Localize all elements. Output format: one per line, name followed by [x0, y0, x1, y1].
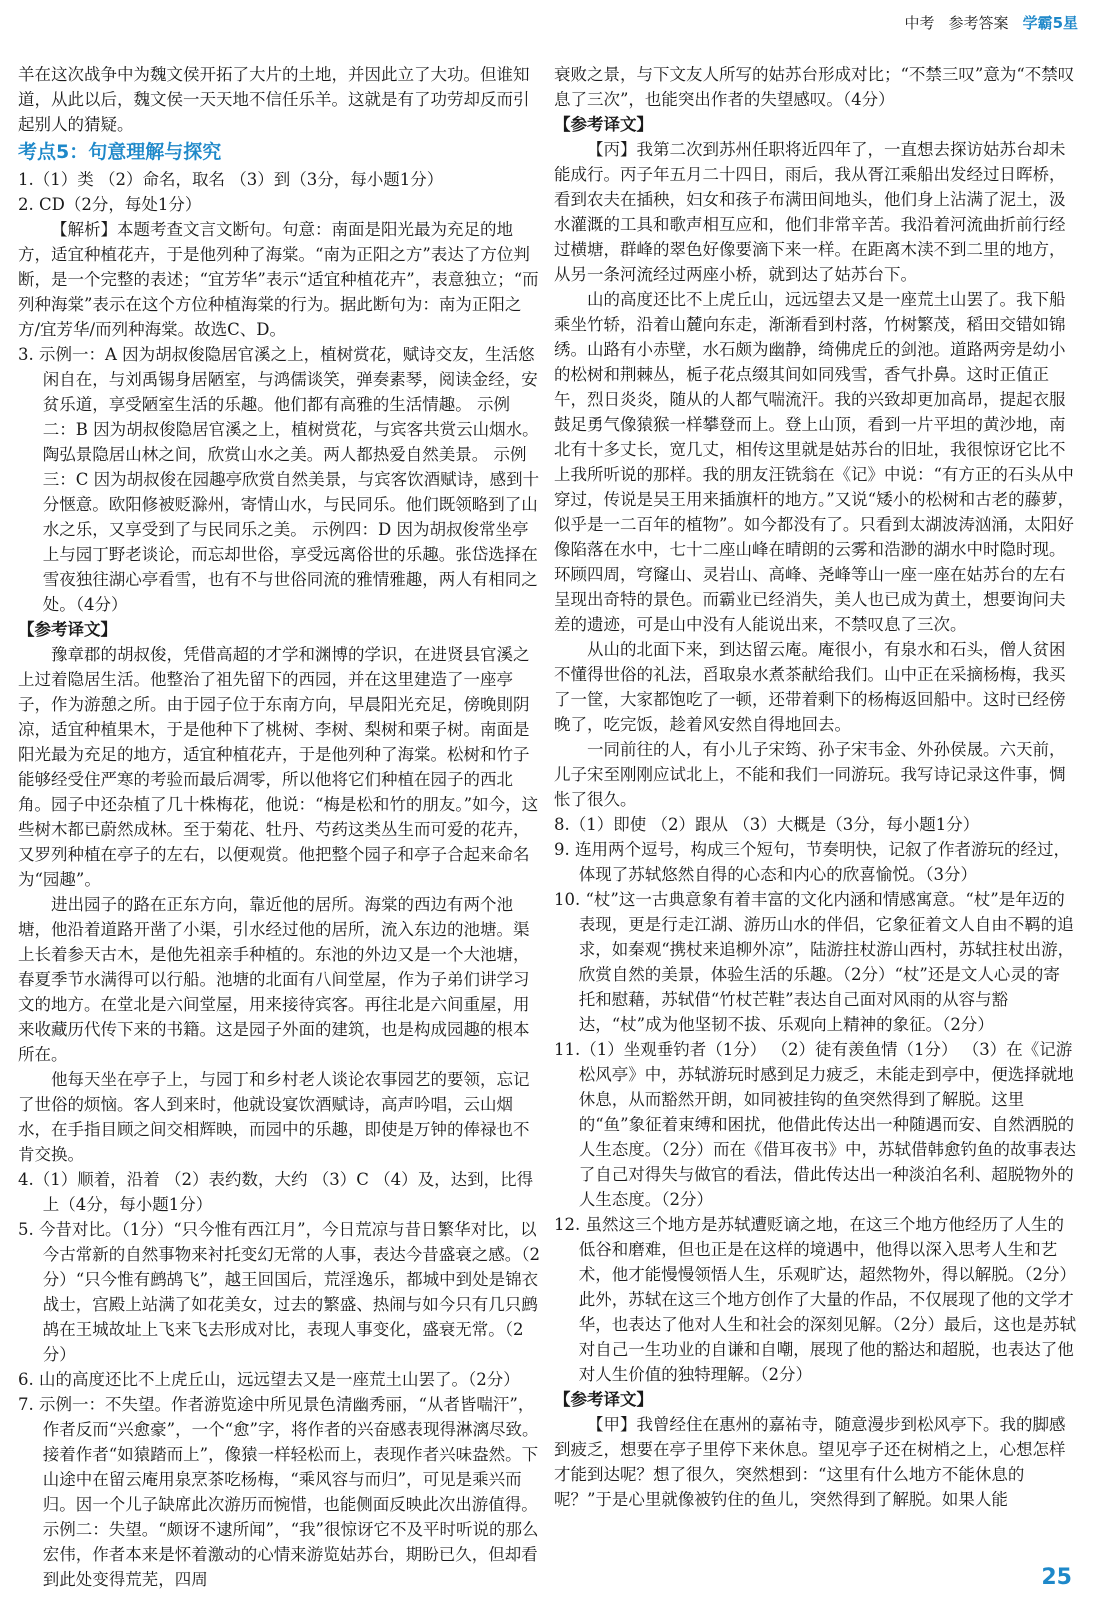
- reference-translation-label: 【参考译文】: [18, 620, 117, 639]
- right-carryover-paragraph: 衰败之景，与下文友人所写的姑苏台形成对比；“不禁三叹”意为“不禁叹息了三次”，也能突出作者的失望感叹。（4分）: [554, 65, 1075, 109]
- translation-paragraph: 一同前往的人，有小儿子宋筠、孙子宋韦金、外孙侯晟。六天前，儿子宋至刚刚应试北上，不能和我们一同游玩。我写诗记录这件事，惆怅了很久。: [554, 740, 1066, 809]
- answer-7: 7. 示例一：不失望。作者游览途中所见景色清幽秀丽，“从者皆喘汗”，作者反而“兴愈豪”，一个“愈”字，将作者的兴奋感表现得淋漓尽致。接着作者“如猿踏而上”，像猿一样轻松而上，表现作者兴味盎然。下山途中在留云庵用泉烹茶吃杨梅，“乘风容与而归”，可见是乘兴而归。因一个儿子缺席此次游历而惋惜，也能侧面反映此次出游值得。 示例二：失望。“颇讶不逮所闻”，“我”很惊讶它不及平时听说的那么宏伟，作者本来是怀着激动的心情来游览姑苏台，期盼已久，但却看到此处变得荒芜，四周: [18, 1395, 539, 1589]
- translation-paragraph: 山的高度还比不上虎丘山，远远望去又是一座荒土山罢了。我下船乘坐竹轿，沿着山麓向东走，渐渐看到村落，竹树繁茂，稻田交错如锦绣。山路有小赤壁，水石颇为幽静，绮佛虎丘的剑池。道路两旁是幼小的松树和荆棘丛，栀子花点缀其间如同残雪，香气扑鼻。这时正值正午，烈日炎炎，随从的人都气喘流汗。我的兴致却更加高昂，提起衣服鼓足勇气像猿猴一样攀登而上。登上山顶，看到一片平坦的黄沙地，南北有十多丈长，宽几丈，相传这里就是姑苏台的旧址，我很惊讶它比不上我所听说的那样。我的朋友汪铣翁在《记》中说：“有方正的石头从中穿过，传说是吴王用来插旗杆的地方。”又说“矮小的松树和古老的藤萝，似乎是一二百年的植物”。如今都没有了。只看到太湖波涛汹涌，太阳好像陷落在水中，七十二座山峰在晴朗的云雾和浩渺的湖水中时隐时现。环顾四周，穹窿山、灵岩山、高峰、尧峰等山一座一座在姑苏台的左右呈现出奇特的景色。而霸业已经消失，美人也已成为黄土，想要询问夫差的遗迹，可是山中没有人能说出来，不禁叹息了三次。: [554, 290, 1075, 634]
- header-section: 中考: [904, 13, 935, 32]
- answer-5: 5. 今昔对比。（1分）“只今惟有西江月”，今日荒凉与昔日繁华对比，以今古常新的自然事物来衬托变幻无常的人事，表达今昔盛衰之感。（2分）“只今惟有鹧鸪飞”，越王回国后，荒淫逸乐，都城中到处是锦衣战士，宫殿上站满了如花美女，过去的繁盛、热闹与如今只有几只鹧鸪在王城故址上飞来飞去形成对比，表现人事变化，盛衰无常。（2分）: [18, 1220, 540, 1364]
- answer-3: 3. 示例一：A 因为胡叔俊隐居官溪之上，植树赏花，赋诗交友，生活悠闲自在，与刘禹锡身居陋室，与鸿儒谈笑，弹奏素琴，阅读金经，安贫乐道，享受陋室生活的乐趣。他们都有高雅的生活情趣。 示例二：B 因为胡叔俊隐居官溪之上，植树赏花，与宾客共赏云山烟水。陶弘景隐居山林之间，欣赏山水之美。两人都热爱自然美景。 示例三：C 因为胡叔俊在园趣亭欣赏自然美景，与宾客饮酒赋诗，感到十分惬意。欧阳修被贬滁州，寄情山水，与民同乐。他们既领略到了山水之乐，又享受到了与民同乐之美。 示例四：D 因为胡叔俊常坐亭上与园丁野老谈论，而忘却世俗，享受远离俗世的乐趣。张岱选择在雪夜独往湖心亭看雪，也有不与世俗同流的雅情雅趣，两人有相同之处。（4分）: [18, 345, 540, 614]
- reference-translation-label: 【参考译文】: [554, 115, 653, 134]
- reference-translation-label: 【参考译文】: [554, 1390, 653, 1409]
- left-column: [18, 62, 540, 1589]
- answer-6: 6. 山的高度还比不上虎丘山，远远望去又是一座荒土山罢了。（2分）: [18, 1370, 520, 1389]
- page-number: 25: [1041, 1565, 1072, 1590]
- translation-paragraph: 从山的北面下来，到达留云庵。庵很小，有泉水和石头，僧人贫困不懂得世俗的礼法，舀取泉水煮茶献给我们。山中正在采摘杨梅，我买了一筐，大家都饱吃了一顿，还带着剩下的杨梅返回船中。这时已经傍晚了，吃完饭，趁着风安然自得地回去。: [554, 640, 1066, 734]
- translation-paragraph: 豫章郡的胡叔俊，凭借高超的才学和渊博的学识，在进贤县官溪之上过着隐居生活。他整治了祖先留下的西园，并在这里建造了一座亭子，作为游憩之所。由于园子位于东南方向，早晨阳光充足，傍晚則阴凉，适宜种植果木，于是他种下了桃树、李树、梨树和栗子树。南面是阳光最为充足的地方，适宜种植花卉，于是他列种了海棠。松树和竹子能够经受住严寒的考验而最后凋零，所以他将它们种植在园子的西北角。园子中还杂植了几十株梅花，他说：“梅是松和竹的朋友。”如今，这些树木都已蔚然成林。至于菊花、牡丹、芍药这类丛生而可爱的花卉，又罗列种植在亭子的左右，以便观赏。他把整个园子和亭子合起来命名为“园趣”。: [18, 645, 539, 889]
- answer-9: 9. 连用两个逗号，构成三个短句，节奏明快，记叙了作者游玩的经过，体现了苏轼悠然自得的心态和内心的欣喜愉悦。（3分）: [554, 840, 1070, 884]
- answer-2: 2. CD（2分，每处1分）: [18, 195, 202, 214]
- brand-logo: 学霸5星: [1022, 13, 1078, 32]
- answer-11: 11.（1）坐观垂钓者（1分） （2）徒有羡鱼情（1分） （3）在《记游松风亭》中，苏轼游玩时感到足力疲乏，未能走到亭中，便选择就地休息，从而豁然开朗，如同被挂钩的鱼突然得到了解脱。这里的“鱼”象征着束缚和困扰，他借此传达出一种随遇而安、自然洒脱的人生态度。（2分）而在《借耳夜书》中，苏轼借韩愈钓鱼的故事表达了自己对得失与做官的看法，借此传达出一种淡泊名利、超脱物外的人生态度。（2分）: [554, 1040, 1076, 1209]
- translation-paragraph: 进出园子的路在正东方向，靠近他的居所。海棠的西边有两个池塘，他沿着道路开凿了小渠，引水经过他的居所，流入东边的池塘。渠上长着参天古木，是他先祖亲手种植的。东池的外边又是一个大池塘，春夏季节水满得可以行船。池塘的北面有八间堂屋，作为子弟们讲学习文的地方。在堂北是六间堂屋，用来接待宾客。再往北是六间重屋，用来收藏历代传下来的书籍。这是园子外面的建筑，也是构成园趣的根本所在。: [18, 895, 530, 1064]
- page-header: [905, 6, 1078, 38]
- answer-10: 10. “杖”这一古典意象有着丰富的文化内涵和情感寓意。“杖”是年迈的表现，更是行走江湖、游历山水的伴侣，它象征着文人自由不羁的追求，如秦观“携杖来追柳外凉”，陆游拄杖游山西村，苏轼拄杖出游，欣赏自然的美景，体验生活的乐趣。（2分）“杖”还是文人心灵的寄托和慰藉，苏轼借“竹杖芒鞋”表达自己面对风雨的从容与豁达，“杖”成为他坚韧不拔、乐观向上精神的象征。（2分）: [554, 890, 1075, 1034]
- answer-8: 8.（1）即使 （2）跟从 （3）大概是（3分，每小题1分）: [554, 815, 980, 834]
- answer-2-analysis: 【解析】本题考查文言文断句。句意：南面是阳光最为充足的地方，适宜种植花卉，于是他列种了海棠。“南为正阳之方”表达了方位判断，是一个完整的表述；“宜芳华”表示“适宜种植花卉”，表意独立；“而列种海棠”表示在这个方位种植海棠的行为。据此断句为：南为正阳之方/宜芳华/而列种海棠。故选C、D。: [18, 220, 539, 339]
- translation-paragraph: 他每天坐在亭子上，与园丁和乡村老人谈论农事园艺的要领，忘记了世俗的烦恼。客人到来时，他就设宴饮酒赋诗，高声吟唱，云山烟水，在手指目顾之间交相辉映，而园中的乐趣，即使是万钟的俸禄也不肯交换。: [18, 1070, 530, 1164]
- answer-1: 1.（1）类 （2）命名，取名 （3）到（3分，每小题1分）: [18, 170, 444, 189]
- translation-paragraph: 【甲】我曾经住在惠州的嘉祐寺，随意漫步到松风亭下。我的脚感到疲乏，想要在亭子里停下来休息。望见亭子还在树梢之上，心想怎样才能到达呢？想了很久，突然想到：“这里有什么地方不能休息的呢？”于是心里就像被钓住的鱼儿，突然得到了解脱。如果人能: [554, 1415, 1066, 1509]
- answer-12: 12. 虽然这三个地方是苏轼遭贬谪之地，在这三个地方他经历了人生的低谷和磨难，但也正是在这样的境遇中，他得以深入思考人生和艺术，他才能慢慢领悟人生，乐观旷达，超然物外，得以解脱。（2分）此外，苏轼在这三个地方创作了大量的作品，不仅展现了他的文学才华，也表达了他对人生和社会的深刻见解。（2分）最后，这也是苏轼对自己一生功业的自谦和自嘲，展现了他的豁达和超脱，也表达了他对人生价值的独特理解。（2分）: [554, 1215, 1076, 1384]
- section-heading: 考点5：句意理解与探究: [18, 141, 222, 163]
- translation-paragraph: 【丙】我第二次到苏州任职将近四年了，一直想去探访姑苏台却未能成行。丙子年五月二十四日，雨后，我从胥江乘船出发经过日晖桥，看到农夫在插秧，妇女和孩子布满田间地头，他们身上沾满了泥土，汲水灌溉的工具和歌声相互应和，他们非常辛苦。我沿着河流曲折前行经过横塘，群峰的翠色好像要滴下来一样。在距离木渎不到二里的地方，从另一条河流经过两座小桥，就到达了姑苏台下。: [554, 140, 1066, 284]
- right-column: [554, 62, 1076, 1556]
- answer-4: 4.（1）顺着，沿着 （2）表约数，大约 （3）C （4）及，达到，比得上（4分，每小题1分）: [18, 1170, 534, 1214]
- header-answers: 参考答案: [948, 13, 1009, 32]
- left-carryover-paragraph: 羊在这次战争中为魏文侯开拓了大片的土地，并因此立了大功。但谁知道，从此以后，魏文侯一天天地不信任乐羊。这就是有了功劳却反而引起别人的猜疑。: [18, 65, 530, 134]
